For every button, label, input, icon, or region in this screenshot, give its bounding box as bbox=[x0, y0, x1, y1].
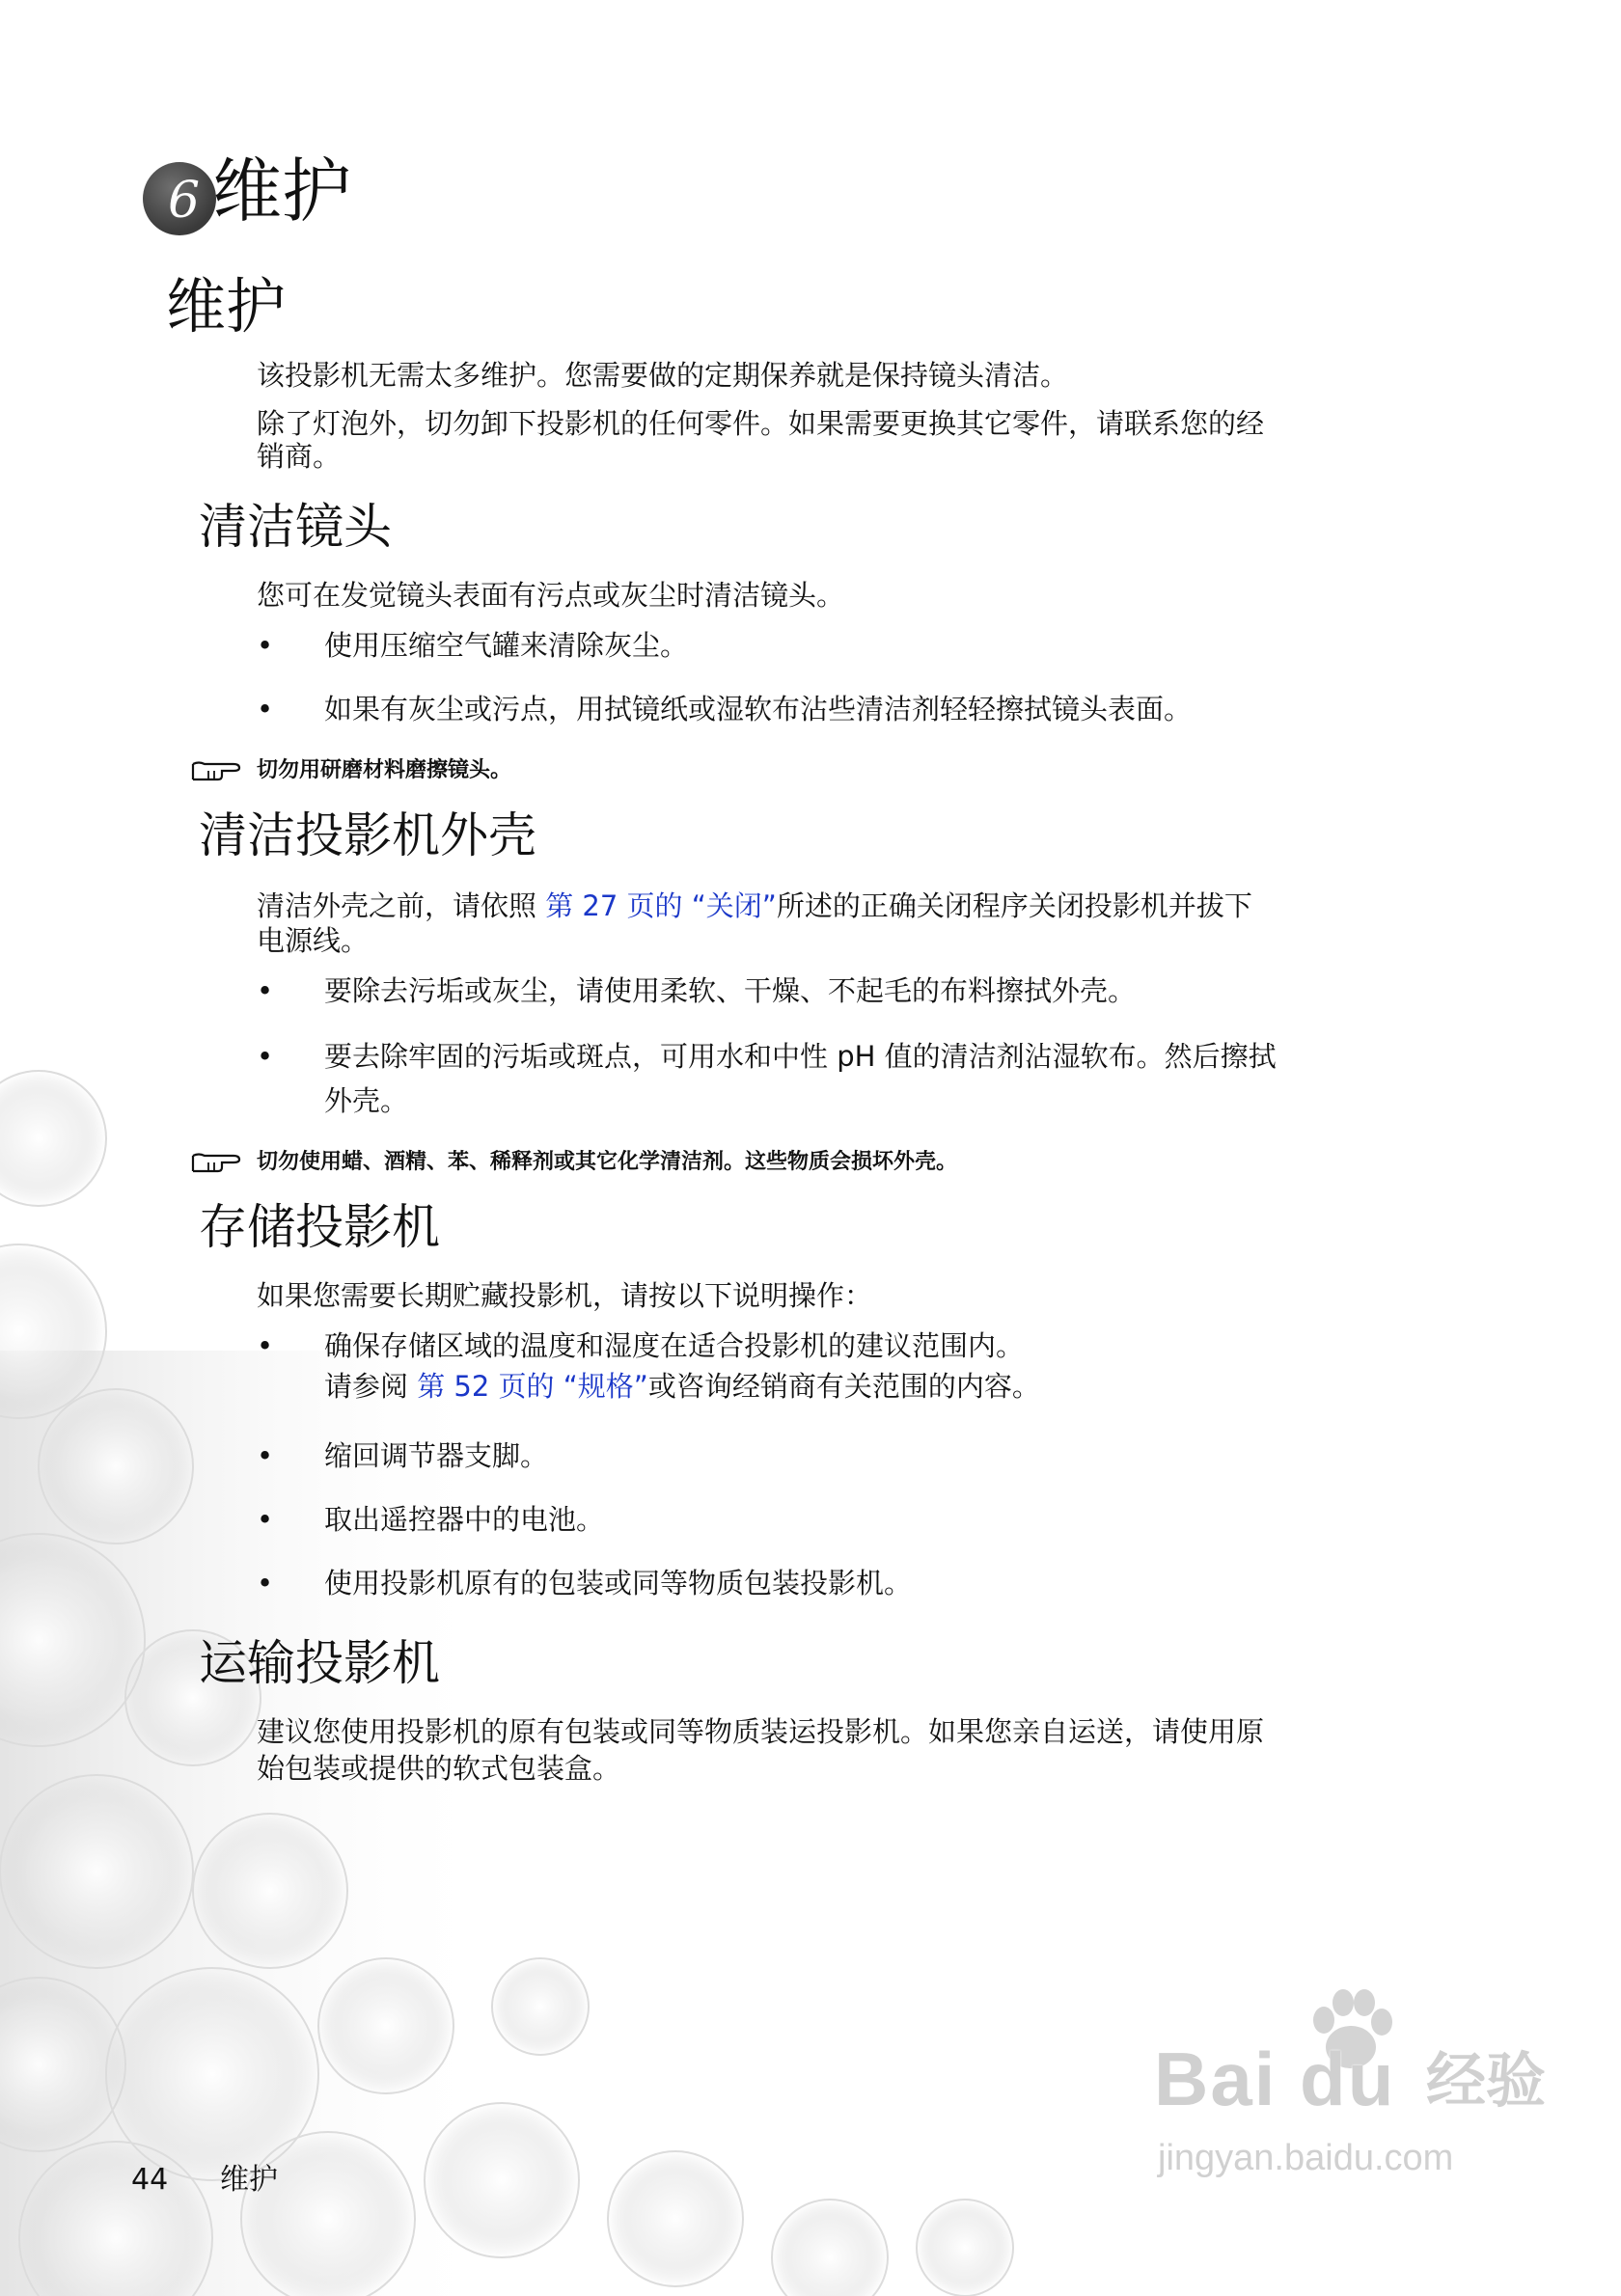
chapter-badge bbox=[143, 162, 216, 235]
bullet-marker: • bbox=[257, 629, 274, 662]
section-para-1: 该投影机无需太多维护。您需要做的定期保养就是保持镜头清洁。 bbox=[257, 359, 1069, 392]
lens-bullet-1: 使用压缩空气罐来清除灰尘。 bbox=[324, 629, 689, 662]
shutdown-page-link[interactable]: 第 27 页的 “关闭” bbox=[545, 889, 777, 922]
case-intro-text: 清洁外壳之前，请依照 bbox=[257, 889, 546, 922]
watermark-logo: Bai du bbox=[1154, 2036, 1396, 2121]
case-intro-text: 所述的正确关闭程序关闭投影机并拔下 bbox=[776, 889, 1252, 922]
storage-bullet-1-line-1: 确保存储区域的温度和湿度在适合投影机的建议范围内。 bbox=[324, 1329, 1025, 1362]
bullet-marker: • bbox=[257, 1040, 274, 1073]
page-number: 44 bbox=[131, 2163, 169, 2197]
storage-ref-text: 请参阅 bbox=[324, 1370, 418, 1403]
lens-title: 清洁镜头 bbox=[199, 499, 392, 555]
case-bullet-2-line-1: 要去除牢固的污垢或斑点，可用水和中性 pH 值的清洁剂沾湿软布。然后擦拭 bbox=[324, 1040, 1277, 1073]
footer-chapter-title: 维护 bbox=[220, 2163, 278, 2197]
chapter-title: 维护 bbox=[212, 150, 352, 232]
lens-bullet-2: 如果有灰尘或污点，用拭镜纸或湿软布沾些清洁剂轻轻擦拭镜头表面。 bbox=[324, 693, 1193, 725]
bullet-marker: • bbox=[257, 1439, 274, 1472]
lens-note: 切勿用研磨材料磨擦镜头。 bbox=[257, 758, 512, 782]
storage-bullet-2: 缩回调节器支脚。 bbox=[324, 1439, 549, 1472]
case-bullet-2-line-2: 外壳。 bbox=[324, 1084, 409, 1117]
case-title: 清洁投影机外壳 bbox=[199, 807, 536, 863]
storage-intro: 如果您需要长期贮藏投影机，请按以下说明操作： bbox=[257, 1279, 873, 1312]
section-para-2-line-1: 除了灯泡外，切勿卸下投影机的任何零件。如果需要更换其它零件，请联系您的经 bbox=[257, 407, 1265, 440]
lens-intro: 您可在发觉镜头表面有污点或灰尘时清洁镜头。 bbox=[257, 579, 845, 612]
transport-title: 运输投影机 bbox=[199, 1635, 440, 1691]
watermark-jingyan: 经验 bbox=[1426, 2045, 1547, 2116]
case-intro-line-2: 电源线。 bbox=[257, 924, 370, 957]
storage-bullet-3: 取出遥控器中的电池。 bbox=[324, 1503, 605, 1536]
storage-bullet-4: 使用投影机原有的包装或同等物质包装投影机。 bbox=[324, 1567, 913, 1599]
case-bullet-1: 要除去污垢或灰尘，请使用柔软、干燥、不起毛的布料擦拭外壳。 bbox=[324, 974, 1137, 1007]
bullet-marker: • bbox=[257, 693, 274, 725]
bullet-marker: • bbox=[257, 1567, 274, 1599]
chapter-number: 6 bbox=[168, 172, 201, 230]
transport-line-1: 建议您使用投影机的原有包装或同等物质装运投影机。如果您亲自运送，请使用原 bbox=[257, 1715, 1265, 1748]
bullet-marker: • bbox=[257, 1329, 274, 1362]
pointing-hand-note-icon bbox=[189, 1150, 245, 1175]
watermark-url: jingyan.baidu.com bbox=[1158, 2138, 1454, 2178]
case-note: 切勿使用蜡、酒精、苯、稀释剂或其它化学清洁剂。这些物质会损坏外壳。 bbox=[257, 1150, 958, 1174]
transport-line-2: 始包装或提供的软式包装盒。 bbox=[257, 1752, 621, 1785]
section-para-2-line-2: 销商。 bbox=[257, 440, 342, 473]
bullet-marker: • bbox=[257, 1503, 274, 1536]
storage-bullet-1-line-2 bbox=[324, 1368, 1463, 1405]
specifications-page-link[interactable]: 第 52 页的 “规格” bbox=[417, 1370, 648, 1403]
storage-title: 存储投影机 bbox=[199, 1199, 440, 1255]
section-title: 维护 bbox=[166, 271, 287, 342]
pointing-hand-note-icon bbox=[189, 758, 245, 783]
storage-ref-text: 或咨询经销商有关范围的内容。 bbox=[647, 1370, 1040, 1403]
case-intro-line-1 bbox=[257, 888, 1463, 924]
bullet-marker: • bbox=[257, 974, 274, 1007]
